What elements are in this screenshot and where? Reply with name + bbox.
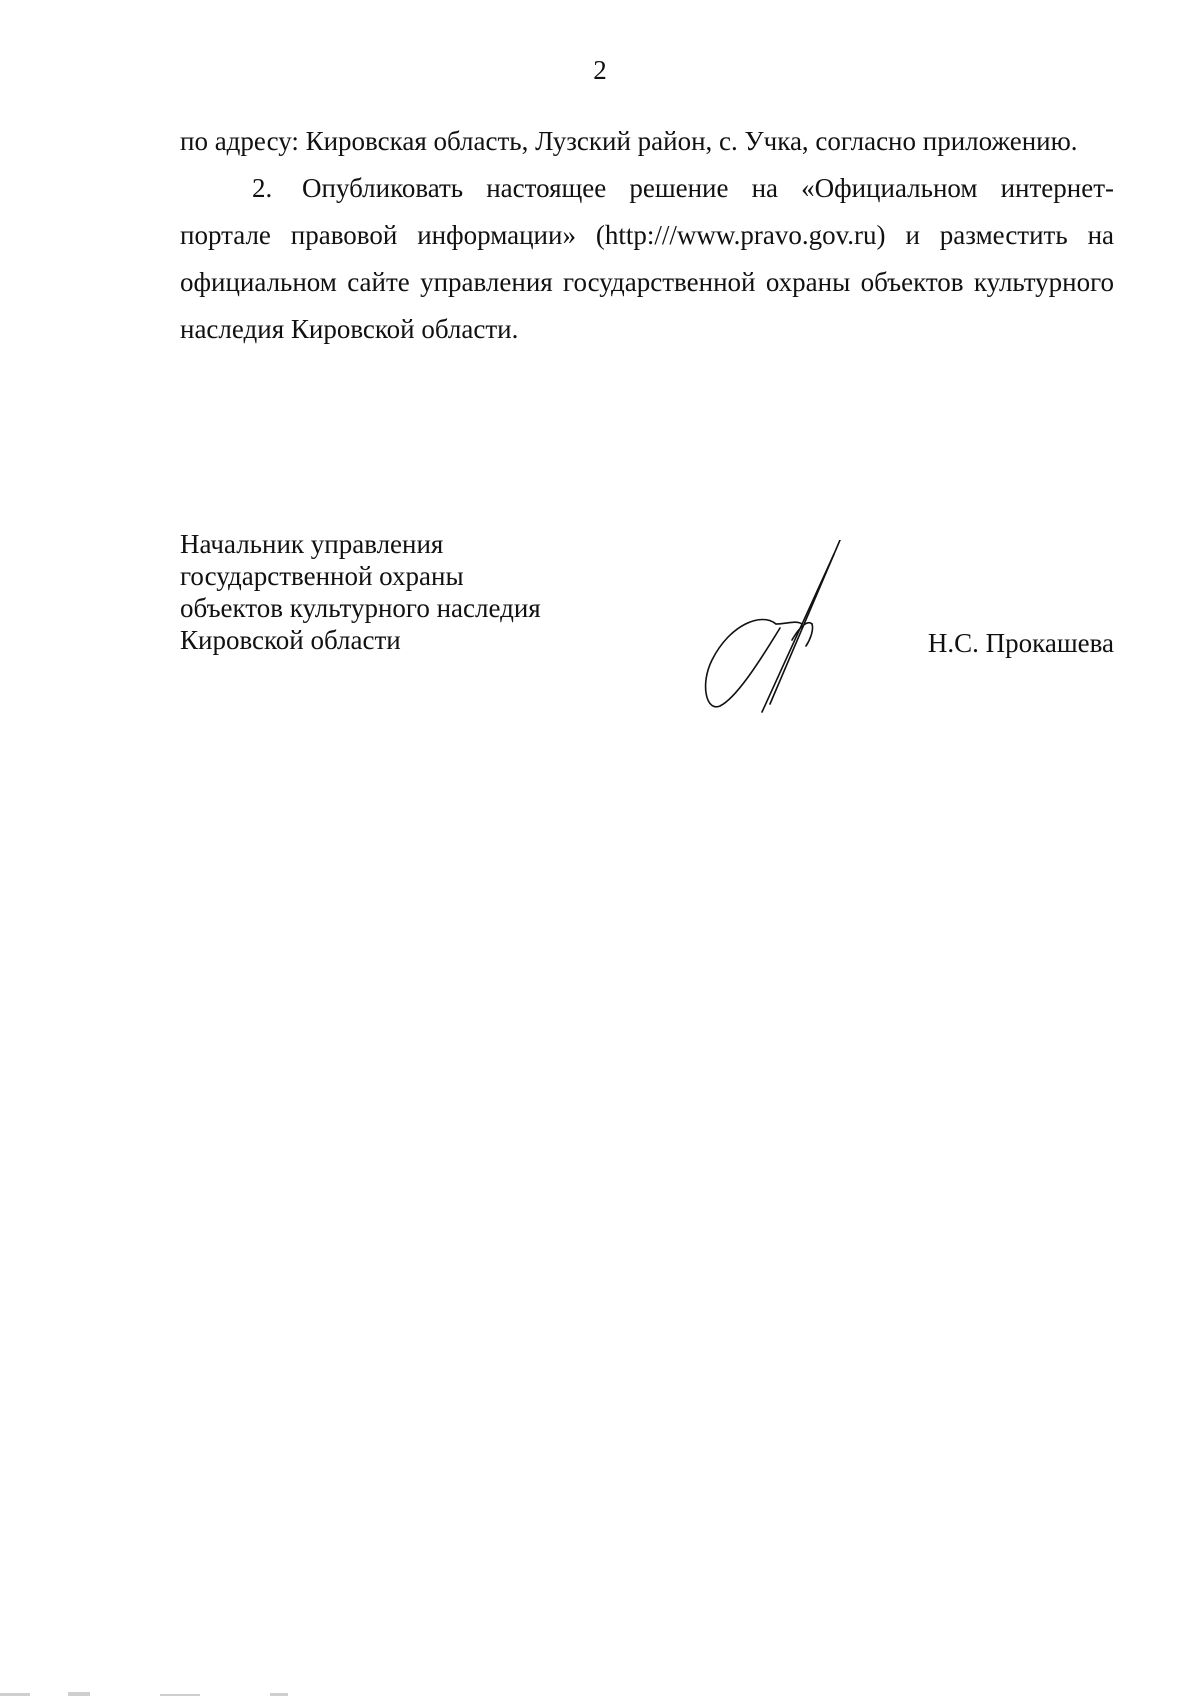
paragraph-item-2	[180, 165, 1114, 353]
item-number: 2.	[252, 173, 273, 203]
signatory-title-line: объектов культурного наследия	[180, 593, 541, 623]
signatory-title	[180, 528, 600, 656]
paragraph-continuation: по адресу: Кировская область, Лузский район, с. Учка, согласно приложению.	[180, 126, 1078, 156]
item-text: Опубликовать настоящее решение на «Официальном интернет-портале правовой информации» (http:///www.pravo.gov.ru) и разместить на официальном сайте управления государственной охраны объектов культурного наследия Кировской области.	[180, 173, 1114, 344]
signatory-title-line: Кировской области	[180, 625, 401, 655]
signatory-title-line: государственной охраны	[180, 561, 464, 591]
page-number: 2	[593, 55, 607, 85]
handwritten-signature	[700, 540, 860, 720]
signatory-title-line: Начальник управления	[180, 529, 444, 559]
scan-edge-artifact	[0, 1691, 420, 1697]
signer-name: Н.С. Прокашева	[927, 628, 1114, 658]
document-body	[180, 118, 1114, 353]
